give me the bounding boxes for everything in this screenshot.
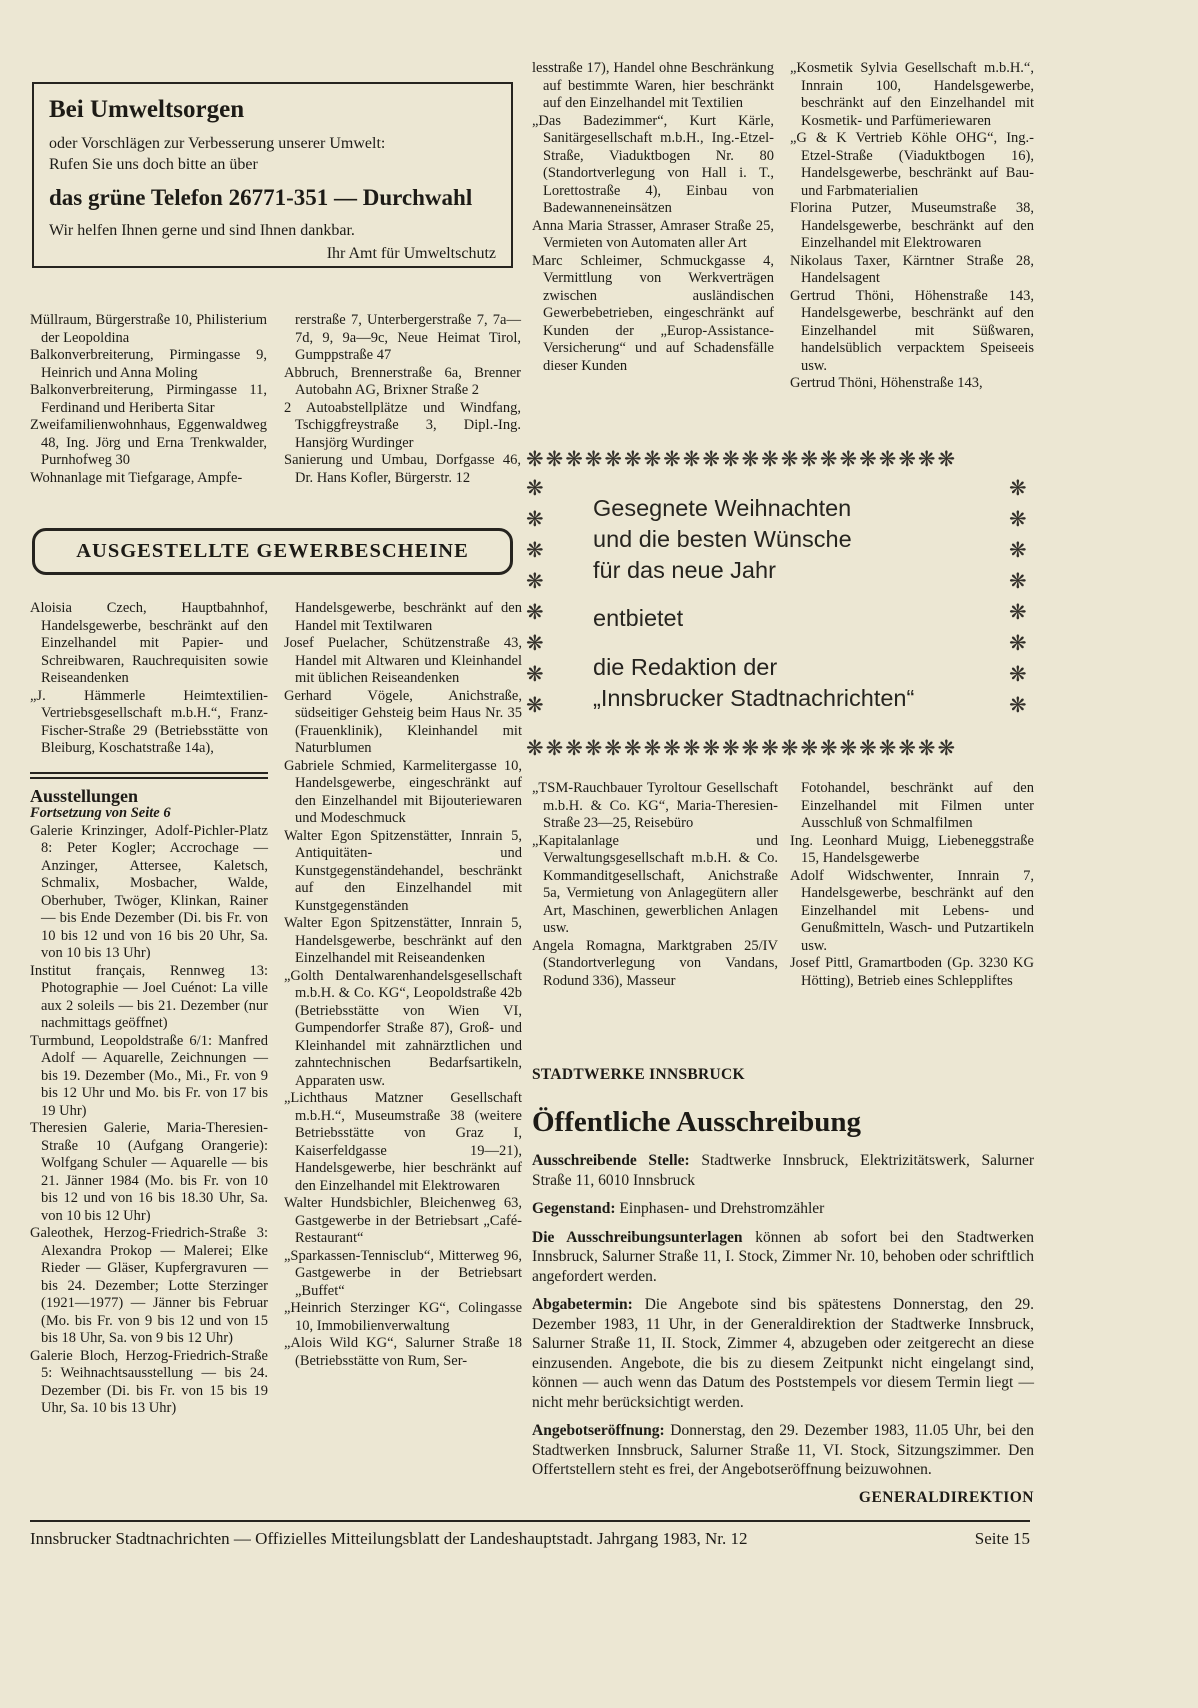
license-entry: Nikolaus Taxer, Kärntner Straße 28, Handelsagent <box>790 252 1034 286</box>
page-footer <box>30 1520 1030 1549</box>
tender-paragraph-text: können ab sofort bei den Stadtwerken Innsbruck, Salurner Straße 11, I. Stock, Zimmer Nr. 10, behoben oder schriftlich angefordert werden. <box>532 1228 1034 1285</box>
trade-licenses-column-1-entries <box>30 600 268 758</box>
tender-paragraph-text: Die Angebote sind bis spätestens Donnerstag, den 29. Dezember 1983, 11 Uhr, in der Generaldirektion der Stadtwerke Innsbruck, Salurner Straße 11, II. Stock, Zimmer 4, abzugeben oder zeitgerecht an diese einzusenden. Angebote, die bis zu diesem Zeitpunkt nicht eingelangt sind, können — auch wenn das Datum des Poststempels vor diesem Termin liegt — nicht mehr berücksichtigt werden. <box>532 1296 1034 1411</box>
license-entry: Angela Romagna, Marktgraben 25/IV (Standortverlegung von Vandans, Rodund 336), Masseur <box>532 937 778 989</box>
license-entry: „Das Badezimmer“, Kurt Kärle, Sanitärgesellschaft m.b.H., Ing.-Etzel-Straße, Viaduktbogen Nr. 80 (Standortverlegung von Hall i. T., Lorettostraße 4), Einbau von Badewanneneinsätzen <box>532 112 774 216</box>
tender-signoff: GENERALDIREKTION <box>858 1488 1034 1506</box>
tender-paragraph-label: Die Ausschreibungsunterlagen <box>532 1228 743 1246</box>
license-entry-continued: Handelsgewerbe, beschränkt auf den Handel mit Textilwaren <box>295 600 522 634</box>
exhibitions-title: Ausstellungen <box>30 785 139 806</box>
tender-paragraph-label: Gegenstand: <box>532 1200 616 1217</box>
greeting-line: für das neue Jahr <box>593 557 776 583</box>
exhibition-entry: Turmbund, Leopoldstraße 6/1: Manfred Adolf — Aquarelle, Zeichnungen — bis 19. Dezember (Mo., Mi., Fr. von 9 bis 12 Uhr und Mo. bis Fr. von 17 bis 19 Uhr) <box>30 1032 268 1119</box>
greeting-line: entbietet <box>593 605 684 631</box>
license-entry: „TSM-Rauchbauer Tyroltour Gesellschaft m.b.H. & Co. KG“, Maria-Theresien-Straße 23—25, Reisebüro <box>532 780 778 831</box>
greeting-line: Gesegnete Weihnachten <box>593 495 852 521</box>
trade-licenses-column-1 <box>30 600 268 1418</box>
tender-kicker: STADTWERKE INNSBRUCK <box>532 1066 745 1083</box>
license-entry: Gerhard Vögele, Anichstraße, südseitiger Gehsteig beim Haus Nr. 35 (Frauenklinik), Kleinhandel mit Naturblumen <box>284 687 522 756</box>
permit-entry: 2 Autoabstellplätze und Windfang, Tschiggfreystraße 3, Dipl.-Ing. Hansjörg Wurdinger <box>284 399 521 451</box>
ornament-border-left-icon: ❋❋❋❋❋❋❋❋ <box>526 476 544 717</box>
exhibition-entry: Galeothek, Herzog-Friedrich-Straße 3: Alexandra Prokop — Malerei; Elke Rieder — Gläser, Kupfergravuren — bis 24. Dezember; Lotte Sterzinger (1921—1977) — Jänner bis Februar (Mo. bis Fr. von 9 bis 12 und von 15 bis 18 Uhr, Sa. von 9 bis 12 Uhr) <box>30 1225 268 1346</box>
license-entry: Walter Egon Spitzenstätter, Innrain 5, Handelsgewerbe, beschränkt auf den Einzelhandel mit Reiseandenken <box>284 915 522 966</box>
license-entry: „Kapitalanlage und Verwaltungsgesellschaft m.b.H. & Co. Kommanditgesellschaft, Anichstraße 5a, Vermietung von Anlagegütern aller Art, Maschinen, gewerblichen Anlagen usw. <box>532 832 778 936</box>
greeting-text <box>553 473 1009 735</box>
building-permits-column-2 <box>284 312 521 487</box>
building-permits-column-2-rest <box>284 365 521 488</box>
permit-entry-continued: rerstraße 7, Unterbergerstraße 7, 7a—7d, 9, 9a—9c, Neue Heimat Tirol, Gumppstraße 47 <box>295 312 521 363</box>
environment-box-signature: Ihr Amt für Umweltschutz <box>326 245 496 262</box>
environment-box-line: oder Vorschlägen zur Verbesserung unserer Umwelt: <box>49 135 386 152</box>
exhibition-entry: Galerie Bloch, Herzog-Friedrich-Straße 5: Weihnachtsausstellung — bis 24. Dezember (Di. bis Fr. von 15 bis 19 Uhr, Sa. 10 bis 13 Uhr) <box>30 1347 268 1416</box>
license-entry: Gabriele Schmied, Karmelitergasse 10, Handelsgewerbe, eingeschränkt auf den Einzelhandel mit Bijouteriewaren und Modeschmuck <box>284 757 522 826</box>
greeting-line: und die besten Wünsche <box>593 526 852 552</box>
license-entry: „Kosmetik Sylvia Gesellschaft m.b.H.“, Innrain 100, Handelsgewerbe, beschränkt auf den Einzelhandel mit Kosmetik- und Parfümeriewaren <box>790 60 1034 129</box>
license-entry: Florina Putzer, Museumstraße 38, Handelsgewerbe, beschränkt auf den Einzelhandel mit Elektrowaren <box>790 200 1034 251</box>
permit-entry: Abbruch, Brennerstraße 6a, Brenner Autobahn AG, Brixner Straße 2 <box>284 364 521 398</box>
trade-licenses-banner-title: AUSGESTELLTE GEWERBESCHEINE <box>76 540 469 562</box>
tender-paragraph <box>532 1228 1034 1287</box>
greeting-box-middle <box>526 473 1036 735</box>
ornament-border-top-icon: ❋❋❋❋❋❋❋❋❋❋❋❋❋❋❋❋❋❋❋❋❋❋ <box>526 447 958 471</box>
building-permits-list <box>30 312 522 487</box>
license-entry: Josef Puelacher, Schützenstraße 43, Handel mit Altwaren und Kleinhandel mit üblichen Reiseandenken <box>284 635 522 686</box>
permit-entry: Balkonverbreiterung, Pirmingasse 11, Ferdinand und Heriberta Sitar <box>30 382 267 416</box>
tender-paragraph <box>532 1421 1034 1480</box>
license-entry: lesstraße 17), Handel ohne Beschränkung auf bestimmte Waren, hier beschränkt auf den Einzelhandel mit Textilien <box>532 60 774 111</box>
tender-paragraph-label: Angebotseröffnung: <box>532 1422 665 1439</box>
section-divider-rule <box>30 772 268 779</box>
license-entry: „Heinrich Sterzinger KG“, Colingasse 10, Immobilienverwaltung <box>284 1300 522 1334</box>
lower-column-mid <box>532 780 778 990</box>
license-entry: „Golth Dentalwarenhandelsgesellschaft m.b.H. & Co. KG“, Leopoldstraße 42b (Betriebsstätte von Wien VI, Gumpendorfer Straße 87), Groß- und Kleinhandel mit zahnärztlichen und zahntechnischen Bedarfsartikeln, Apparaten usw. <box>284 967 522 1089</box>
ornament-border-right-icon: ❋❋❋❋❋❋❋❋ <box>1009 476 1027 717</box>
tender-paragraph-label: Abgabetermin: <box>532 1296 633 1313</box>
environment-box-line: Wir helfen Ihnen gerne und sind Ihnen dankbar. <box>49 222 355 239</box>
lower-column-right-entries <box>790 833 1034 991</box>
permit-entry: Wohnanlage mit Tiefgarage, Ampfe- <box>30 469 243 486</box>
license-entry: Ing. Leonhard Muigg, Liebeneggstraße 15, Handelsgewerbe <box>790 832 1034 866</box>
license-entry: Aloisia Czech, Hauptbahnhof, Handelsgewerbe, beschränkt auf den Einzelhandel mit Papier- und Schreibwaren, Rauchrequisiten sowie Reiseandenken <box>30 600 268 686</box>
footer-masthead: Innsbrucker Stadtnachrichten — Offizielles Mitteilungsblatt der Landeshauptstadt. Jahrgang 1983, Nr. 12 <box>30 1529 748 1548</box>
exhibitions-subtitle: Fortsetzung von Seite 6 <box>30 805 171 821</box>
building-permits-column-1 <box>30 312 267 487</box>
green-telephone-number: das grüne Telefon 26771-351 — Durchwahl <box>49 185 473 210</box>
trade-licenses-banner <box>32 528 513 575</box>
license-entry: „Sparkassen-Tennisclub“, Mitterweg 96, Gastgewerbe in der Betriebsart „Buffet“ <box>284 1247 522 1299</box>
trade-licenses-column-2 <box>284 600 522 1370</box>
greeting-signature-lines <box>593 652 999 714</box>
continued-column-mid <box>532 60 774 375</box>
footer-page-number: Seite 15 <box>974 1529 1030 1548</box>
license-entry: Gertrud Thöni, Höhenstraße 143, Handelsgewerbe, beschränkt auf den Einzelhandel mit Süßwaren, handelsüblich verpacktem Speiseeis usw. <box>790 287 1034 374</box>
license-entry: Walter Hundsbichler, Bleichenweg 63, Gastgewerbe in der Betriebsart „Café-Restaurant“ <box>284 1195 522 1246</box>
continued-column-right <box>790 60 1034 393</box>
tender-paragraph-text: Einphasen- und Drehstromzähler <box>615 1200 825 1217</box>
license-entry: Marc Schleimer, Schmuckgasse 4, Vermittlung von Werkverträgen zwischen ausländischen Gewerbebetrieben, eingeschränkt auf Kunden der „Europ-Assistance-Versicherung“ und auf Schadensfälle dieser Kunden <box>532 252 774 374</box>
exhibition-entry: Institut français, Rennweg 13: Photographie — Joel Cuénot: La ville aux 2 soleils — bis 21. Dezember (nur nachmittags geöffnet) <box>30 962 268 1031</box>
license-entry: Adolf Widschwenter, Innrain 7, Handelsgewerbe, beschränkt auf den Einzelhandel mit Lebens- und Genußmitteln, Wasch- und Putzartikeln usw. <box>790 867 1034 954</box>
permit-entry: Sanierung und Umbau, Dorfgasse 46, Dr. Hans Kofler, Bürgerstr. 12 <box>284 452 521 486</box>
tender-title: Öffentliche Ausschreibung <box>532 1106 861 1138</box>
greeting-line: die Redaktion der <box>593 654 778 680</box>
license-entry: „Lichthaus Matzner Gesellschaft m.b.H.“, Museumstraße 38 (weitere Betriebsstätte von Graz I, Kaiserfeldgasse 19—21), Handelsgewerbe, hier beschränkt auf den Einzelhandel mit Elektrowaren <box>284 1090 522 1194</box>
license-entry: Walter Egon Spitzenstätter, Innrain 5, Antiquitäten- und Kunstgegenständehandel, beschränkt auf den Einzelhandel mit Kunstgegenständen <box>284 827 522 914</box>
lower-column-right <box>790 780 1034 990</box>
environment-box-line: Rufen Sie uns doch bitte an über <box>49 156 258 173</box>
license-entry: „Alois Wild KG“, Salurner Straße 18 (Betriebsstätte von Rum, Ser- <box>284 1335 522 1369</box>
exhibitions-entries <box>30 823 268 1418</box>
tender-paragraph-label: Ausschreibende Stelle: <box>532 1152 690 1169</box>
tender-paragraph <box>532 1295 1034 1412</box>
ornament-border-bottom-icon: ❋❋❋❋❋❋❋❋❋❋❋❋❋❋❋❋❋❋❋❋❋❋ <box>526 736 958 760</box>
license-entry-continued: Fotohandel, beschränkt auf den Einzelhandel mit Filmen unter Ausschluß von Schmalfilmen <box>801 780 1034 831</box>
license-entry: „J. Hämmerle Heimtextilien-Vertriebsgesellschaft m.b.H.“, Franz-Fischer-Straße 29 (Betriebsstätte von Bleiburg, Koschatstraße 14a), <box>30 687 268 756</box>
christmas-greeting-box <box>526 446 1036 762</box>
environment-notice-box <box>32 82 513 268</box>
tender-paragraph-text: Stadtwerke Innsbruck, Elektrizitätswerk, Salurner Straße 11, 6010 Innsbruck <box>532 1152 1034 1189</box>
license-entry: Anna Maria Strasser, Amraser Straße 25, Vermieten von Automaten aller Art <box>532 217 774 251</box>
tender-paragraph-text: Donnerstag, den 29. Dezember 1983, 11.05 Uhr, bei den Stadtwerken Innsbruck, Salurner Straße 11, VI. Stock, Sitzungszimmer. Den Offertstellern steht es frei, der Angebotseröffnung beizuwohnen. <box>532 1422 1034 1478</box>
exhibition-entry: Galerie Krinzinger, Adolf-Pichler-Platz 8: Peter Kogler; Accrochage — Anzinger, Attersee, Kaletsch, Schmalix, Mosbacher, Walde, Oberhuber, Twöger, Klinkan, Rainer — bis Ende Dezember (Di. bis Fr. von 10 bis 12 und von 16 bis 20 Uhr, Sa. von 10 bis 13 Uhr) <box>30 822 268 961</box>
tender-paragraph <box>532 1199 1034 1219</box>
exhibition-entry: Theresien Galerie, Maria-Theresien-Straße 10 (Aufgang Orangerie): Wolfgang Schuler — Aquarelle — bis 21. Jänner 1984 (Mo. bis Fr. von 10 bis 12 und von 16 bis 18.30 Uhr, Sa. von 10 bis 12 Uhr) <box>30 1120 268 1224</box>
public-tender-section <box>532 1066 1034 1507</box>
permit-entry: Müllraum, Bürgerstraße 10, Philisterium der Leopoldina <box>30 312 267 346</box>
trade-licenses-column-2-entries <box>284 635 522 1370</box>
page-content <box>30 0 1034 1708</box>
tender-paragraph <box>532 1151 1034 1190</box>
greeting-main-lines <box>593 493 999 586</box>
permit-entry: Zweifamilienwohnhaus, Eggenwaldweg 48, Ing. Jörg und Erna Trenkwalder, Purnhofweg 30 <box>30 417 267 468</box>
license-entry: „G & K Vertrieb Köhle OHG“, Ing.-Etzel-Straße (Viaduktbogen 16), Handelsgewerbe, beschränkt auf Bau- und Farbmaterialien <box>790 130 1034 199</box>
permit-entry: Balkonverbreiterung, Pirmingasse 9, Heinrich und Anna Moling <box>30 347 267 381</box>
greeting-line: „Innsbrucker Stadtnachrichten“ <box>593 685 915 711</box>
license-entry: Gertrud Thöni, Höhenstraße 143, <box>790 375 983 391</box>
environment-box-title: Bei Umweltsorgen <box>49 96 245 123</box>
license-entry: Josef Pittl, Gramartboden (Gp. 3230 KG Hötting), Betrieb eines Schleppliftes <box>790 955 1034 989</box>
